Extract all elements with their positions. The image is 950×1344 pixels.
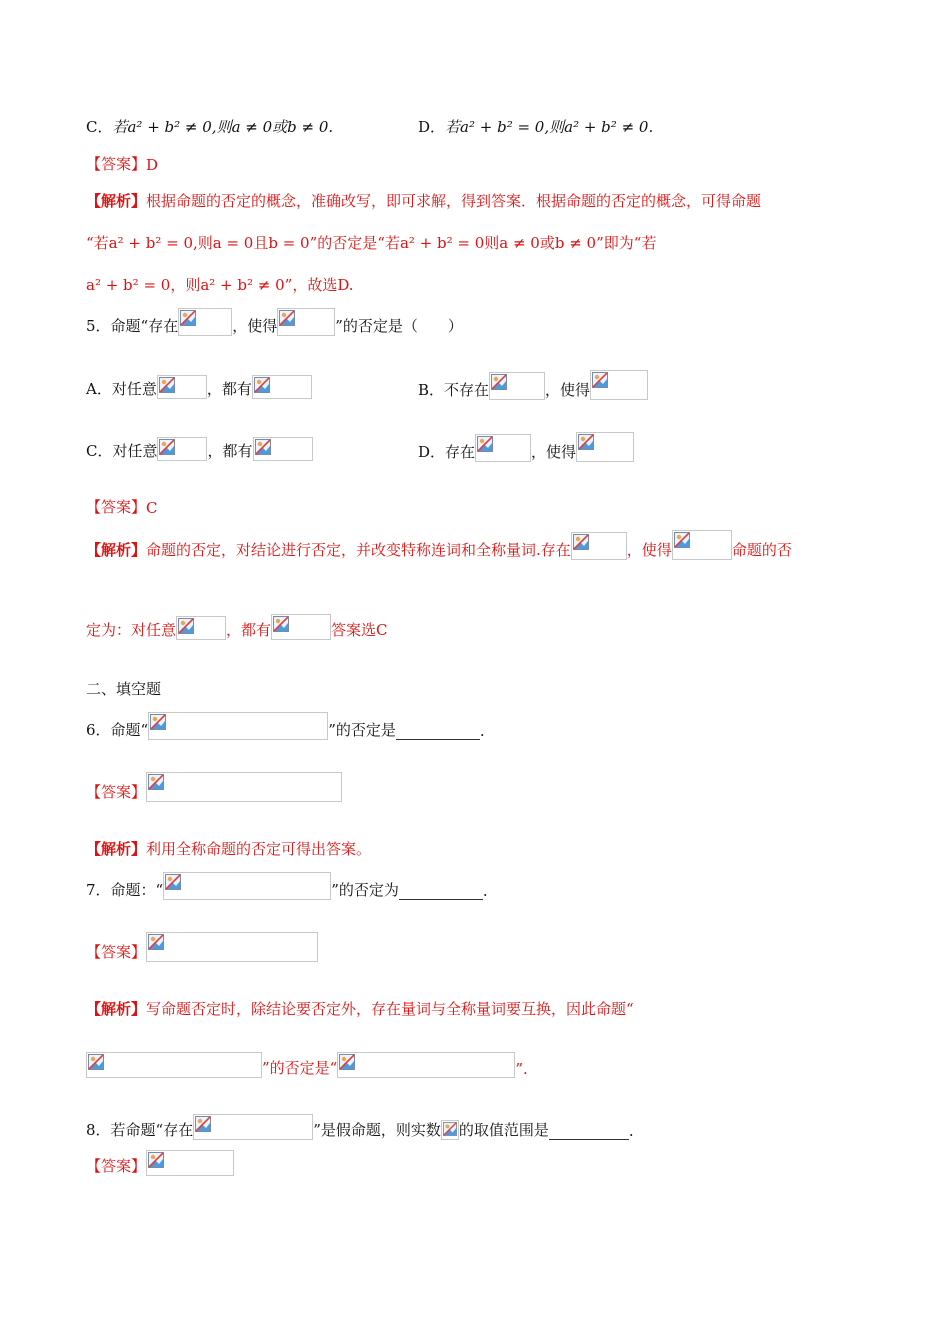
formula-image bbox=[441, 1120, 459, 1140]
q6-stem-end: . bbox=[479, 722, 485, 740]
formula-image bbox=[157, 375, 207, 399]
image-placeholder-icon bbox=[477, 436, 493, 452]
image-placeholder-icon bbox=[178, 618, 194, 634]
image-placeholder-icon bbox=[273, 616, 289, 632]
q7-analysis-line-1 bbox=[86, 998, 634, 1019]
fill-blank bbox=[399, 885, 483, 900]
analysis-text: ”. bbox=[515, 1060, 528, 1078]
q8-stem bbox=[86, 1114, 634, 1140]
q5-stem bbox=[86, 308, 463, 336]
analysis-text: 定为：对任意 bbox=[86, 621, 177, 639]
q7-stem-text: 7．命题：“ bbox=[86, 881, 164, 899]
image-placeholder-icon bbox=[578, 434, 594, 450]
image-placeholder-icon bbox=[674, 532, 690, 548]
analysis-text: 命题的否 bbox=[731, 541, 792, 559]
formula-image bbox=[475, 434, 531, 462]
image-placeholder-icon bbox=[443, 1122, 457, 1136]
q5-analysis-line-2 bbox=[86, 614, 388, 640]
formula-image bbox=[178, 308, 232, 336]
answer-tag: 【答案】 bbox=[86, 783, 147, 801]
section-title-text: 二、填空题 bbox=[86, 680, 162, 698]
q6-answer bbox=[86, 772, 342, 802]
fill-blank bbox=[549, 1125, 629, 1140]
q6-stem-text: 6．命题“ bbox=[86, 721, 149, 739]
q6-stem-text: ”的否定是 bbox=[328, 721, 396, 739]
analysis-tag: 【解析】 bbox=[86, 192, 147, 210]
answer-tag: 【答案】 bbox=[86, 498, 147, 516]
analysis-text: 根据命题的否定的概念，准确改写，即可求解，得到答案．根据命题的否定的概念，可得命题 bbox=[146, 192, 762, 210]
analysis-text: 写命题否定时，除结论要否定外，存在量词与全称量词要互换，因此命题“ bbox=[146, 1000, 634, 1018]
q4-analysis-line-3 bbox=[86, 274, 354, 295]
section-title bbox=[86, 678, 161, 699]
q8-answer bbox=[86, 1150, 234, 1176]
q8-stem-text: 的取值范围是 bbox=[458, 1121, 549, 1139]
formula-image bbox=[148, 712, 328, 740]
q5-option-c-label: C．对任意 bbox=[86, 442, 158, 460]
formula-image bbox=[176, 616, 226, 640]
image-placeholder-icon bbox=[148, 1152, 164, 1168]
q8-stem-text: ”是假命题，则实数 bbox=[313, 1121, 441, 1139]
image-placeholder-icon bbox=[254, 377, 270, 393]
q8-stem-text: 8．若命题“存在 bbox=[86, 1121, 194, 1139]
analysis-text: 命题的否定，对结论进行否定，并改变特称连词和全称量词.存在 bbox=[146, 541, 571, 559]
formula-image bbox=[193, 1114, 313, 1140]
formula-image bbox=[590, 370, 648, 400]
formula-image bbox=[571, 532, 627, 560]
q7-stem-end: . bbox=[482, 882, 488, 900]
fill-blank bbox=[396, 725, 480, 740]
q5-stem-text: 5．命题“存在 bbox=[86, 317, 179, 335]
q7-stem-text: ”的否定为 bbox=[331, 881, 399, 899]
image-placeholder-icon bbox=[255, 439, 271, 455]
formula-image bbox=[277, 308, 335, 336]
formula-image bbox=[672, 530, 732, 560]
formula-image bbox=[146, 772, 342, 802]
image-placeholder-icon bbox=[279, 310, 295, 326]
image-placeholder-icon bbox=[165, 874, 181, 890]
q5-option-b-text: ，使得 bbox=[545, 381, 591, 399]
analysis-text: ”的否定是“ bbox=[262, 1059, 338, 1077]
q5-option-d-label: D．存在 bbox=[418, 443, 476, 461]
answer-tag: 【答案】 bbox=[86, 1157, 147, 1175]
image-placeholder-icon bbox=[195, 1116, 211, 1132]
image-placeholder-icon bbox=[339, 1054, 355, 1070]
q5-option-a-text: ，都有 bbox=[206, 380, 252, 398]
image-placeholder-icon bbox=[148, 774, 164, 790]
q6-analysis bbox=[86, 838, 371, 859]
q8-stem-end: . bbox=[628, 1122, 634, 1140]
q7-stem bbox=[86, 872, 488, 900]
image-placeholder-icon bbox=[592, 372, 608, 388]
image-placeholder-icon bbox=[180, 310, 196, 326]
formula-image bbox=[86, 1052, 262, 1078]
answer-value: C bbox=[146, 499, 158, 517]
image-placeholder-icon bbox=[159, 377, 175, 393]
q5-option-c-text: ，都有 bbox=[207, 442, 253, 460]
q4-option-d bbox=[418, 116, 653, 137]
q4-analysis-line-1 bbox=[86, 190, 761, 211]
q4-option-c-label: C． bbox=[86, 118, 113, 136]
analysis-tag: 【解析】 bbox=[86, 840, 147, 858]
q5-option-d bbox=[418, 432, 634, 462]
formula-image bbox=[252, 375, 312, 399]
analysis-text: 答案选C bbox=[331, 621, 388, 639]
analysis-text: 利用全称命题的否定可得出答案。 bbox=[146, 840, 372, 858]
image-placeholder-icon bbox=[491, 374, 507, 390]
formula-image bbox=[271, 614, 331, 640]
q5-option-a-label: A．对任意 bbox=[86, 380, 157, 398]
q5-option-b-label: B．不存在 bbox=[418, 381, 490, 399]
formula-image bbox=[163, 872, 331, 900]
q4-option-c-text: 若a² + b² ≠ 0,则a ≠ 0或b ≠ 0. bbox=[112, 118, 334, 136]
formula-image bbox=[337, 1052, 515, 1078]
image-placeholder-icon bbox=[148, 934, 164, 950]
q4-option-d-text: 若a² + b² = 0,则a² + b² ≠ 0. bbox=[445, 118, 654, 136]
q5-option-a bbox=[86, 375, 312, 399]
q6-stem bbox=[86, 712, 485, 740]
q5-analysis-line-1 bbox=[86, 530, 792, 560]
image-placeholder-icon bbox=[159, 439, 175, 455]
q7-analysis-line-2 bbox=[86, 1052, 528, 1078]
formula-image bbox=[489, 372, 545, 400]
image-placeholder-icon bbox=[150, 714, 166, 730]
formula-image bbox=[157, 437, 207, 461]
image-placeholder-icon bbox=[573, 534, 589, 550]
q4-answer bbox=[86, 153, 158, 174]
formula-image bbox=[576, 432, 634, 462]
analysis-text: a² + b² = 0，则a² + b² ≠ 0”，故选D. bbox=[86, 276, 354, 294]
analysis-text: “若a² + b² = 0,则a = 0且b = 0”的否定是“若a² + b² = 0则a ≠ 0或b ≠ 0”即为“若 bbox=[86, 234, 657, 252]
q5-option-d-text: ，使得 bbox=[531, 443, 577, 461]
q5-answer bbox=[86, 496, 158, 517]
analysis-text: ，都有 bbox=[226, 621, 272, 639]
q4-analysis-line-2 bbox=[86, 232, 656, 253]
formula-image bbox=[253, 437, 313, 461]
formula-image bbox=[146, 932, 318, 962]
q7-answer bbox=[86, 932, 318, 962]
formula-image bbox=[146, 1150, 234, 1176]
analysis-tag: 【解析】 bbox=[86, 541, 147, 559]
analysis-tag: 【解析】 bbox=[86, 1000, 147, 1018]
q5-stem-text: ，使得 bbox=[232, 317, 278, 335]
answer-tag: 【答案】 bbox=[86, 155, 147, 173]
q5-stem-text: ”的否定是（ ） bbox=[335, 317, 463, 335]
analysis-text: ，使得 bbox=[626, 541, 672, 559]
q4-option-d-label: D． bbox=[418, 118, 446, 136]
q5-option-b bbox=[418, 370, 648, 400]
q5-option-c bbox=[86, 437, 313, 461]
answer-tag: 【答案】 bbox=[86, 943, 147, 961]
answer-value: D bbox=[146, 156, 159, 174]
q4-option-c bbox=[86, 116, 333, 137]
image-placeholder-icon bbox=[88, 1054, 104, 1070]
